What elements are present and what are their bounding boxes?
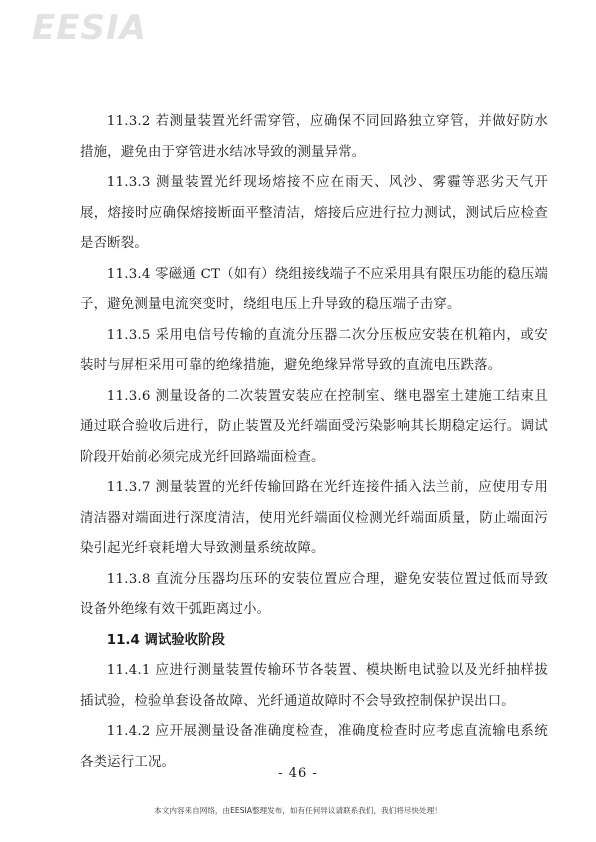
clause-11-4-1: 11.4.1 应进行测量装置传输环节各装置、模块断电试验以及光纤抽样拔插试验，检验单套设备故障、光纤通道故障时不会导致控制保护误出口。 [80,663,548,709]
clause-11-3-2: 11.3.2 若测量装置光纤需穿管，应确保不同回路独立穿管，并做好防水措施，避免由于穿管进水结冰导致的测量异常。 [80,114,548,160]
footer-notice: 本文内容来自网络，由EESIA整理发布，如有任何异议请联系我们，我们将尽快处理！ [154,806,442,815]
section-heading-11-4: 11.4 调试验收阶段 [106,632,225,648]
clause-11-3-6: 11.3.6 测量设备的二次装置安装应在控制室、继电器室土建施工结束且通过联合验收后进行，防止装置及光纤端面受污染影响其长期稳定运行。调试阶段开始前必须完成光纤回路端面检查。 [80,388,548,465]
page-number: - 46 - [278,766,318,781]
eesia-watermark-logo: EESIA [32,8,147,48]
clause-11-3-5: 11.3.5 采用电信号传输的直流分压器二次分压板应安装在机箱内，或安装时与屏柜采用可靠的绝缘措施，避免绝缘异常导致的直流电压跌落。 [80,327,548,373]
clause-11-4-2: 11.4.2 应开展测量设备准确度检查，准确度检查时应考虑直流输电系统各类运行工况。 [80,724,548,770]
clause-11-3-8: 11.3.8 直流分压器均压环的安装位置应合理，避免安装位置过低而导致设备外绝缘有效干弧距离过小。 [80,571,548,617]
clause-11-3-4: 11.3.4 零磁通 CT（如有）绕组接线端子不应采用具有限压功能的稳压端子，避免测量电流突变时，绕组电压上升导致的稳压端子击穿。 [80,266,548,312]
clause-11-3-7: 11.3.7 测量装置的光纤传输回路在光纤连接件插入法兰前，应使用专用清洁器对端面进行深度清洁，使用光纤端面仪检测光纤端面质量，防止端面污染引起光纤衰耗增大导致测量系统故障。 [80,480,548,556]
clause-11-3-3: 11.3.3 测量装置光纤现场熔接不应在雨天、风沙、雾霾等恶劣天气开展，熔接时应确保熔接断面平整清洁，熔接后应进行拉力测试，测试后应检查是否断裂。 [80,175,548,251]
document-body [80,107,548,778]
